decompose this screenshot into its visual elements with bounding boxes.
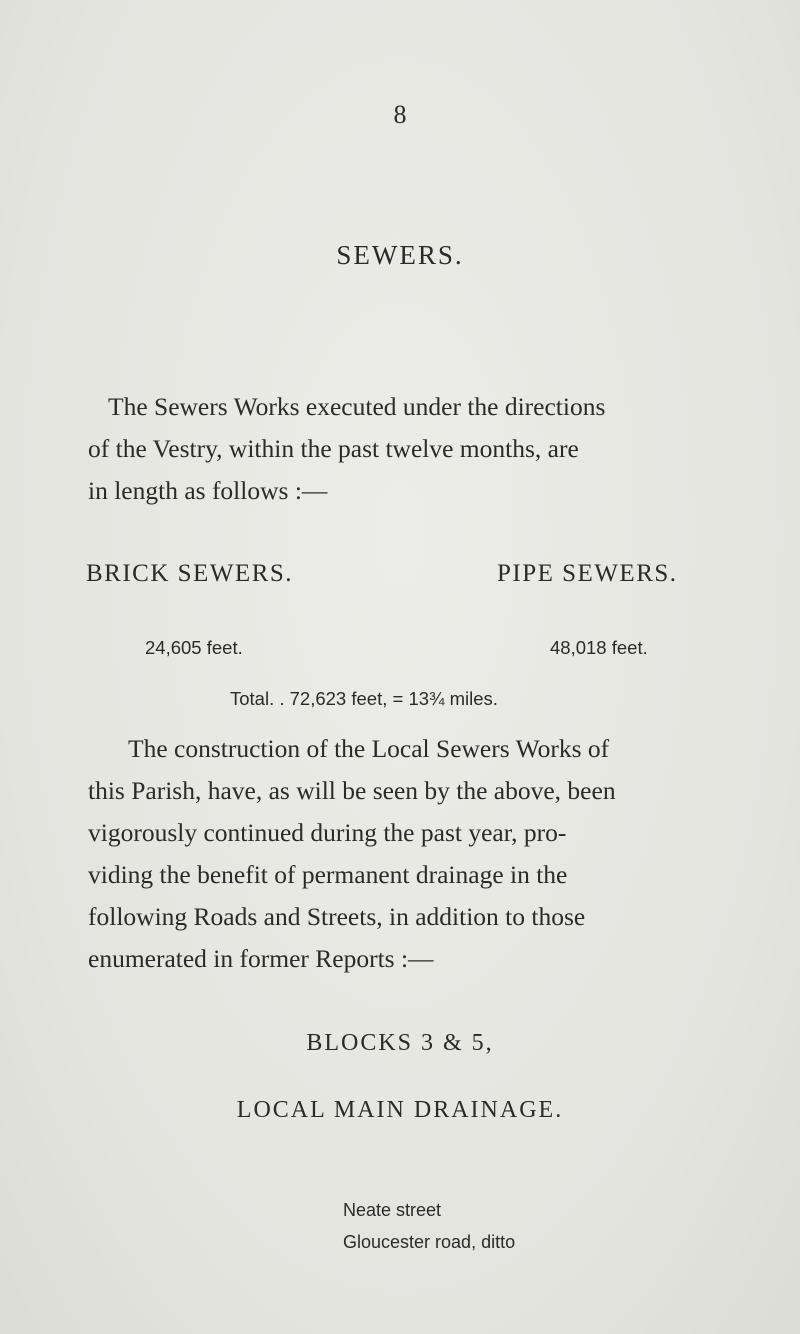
- intro-line: The Sewers Works executed under the directions: [108, 392, 606, 421]
- pipe-sewers-length: 48,018 feet.: [550, 637, 648, 658]
- body-line: enumerated in former Reports :—: [88, 944, 434, 973]
- intro-paragraph: [88, 386, 744, 512]
- body-line: The construction of the Local Sewers Works of: [128, 734, 610, 763]
- section-title: SEWERS.: [336, 240, 464, 270]
- street-item: Neate street: [343, 1200, 442, 1220]
- page-number: 8: [393, 100, 407, 129]
- street-item: Gloucester road, ditto: [343, 1232, 516, 1252]
- blocks-subheading: BLOCKS 3 & 5,: [306, 1030, 494, 1056]
- total-length: Total. . 72,623 feet, = 13¾ miles.: [230, 688, 498, 709]
- body-line: this Parish, have, as will be seen by the above, been: [88, 776, 616, 805]
- brick-sewers-length: 24,605 feet.: [145, 637, 243, 658]
- drainage-subheading: LOCAL MAIN DRAINAGE.: [236, 1097, 564, 1123]
- intro-line: in length as follows :—: [88, 476, 328, 505]
- brick-sewers-heading: BRICK SEWERS.: [86, 560, 294, 587]
- pipe-sewers-heading: PIPE SEWERS.: [497, 560, 678, 587]
- body-line: viding the benefit of permanent drainage in the: [88, 860, 568, 889]
- intro-line: of the Vestry, within the past twelve months, are: [88, 434, 579, 463]
- body-paragraph: [88, 728, 744, 980]
- body-line: vigorously continued during the past year, pro-: [88, 818, 567, 847]
- body-line: following Roads and Streets, in addition to those: [88, 902, 586, 931]
